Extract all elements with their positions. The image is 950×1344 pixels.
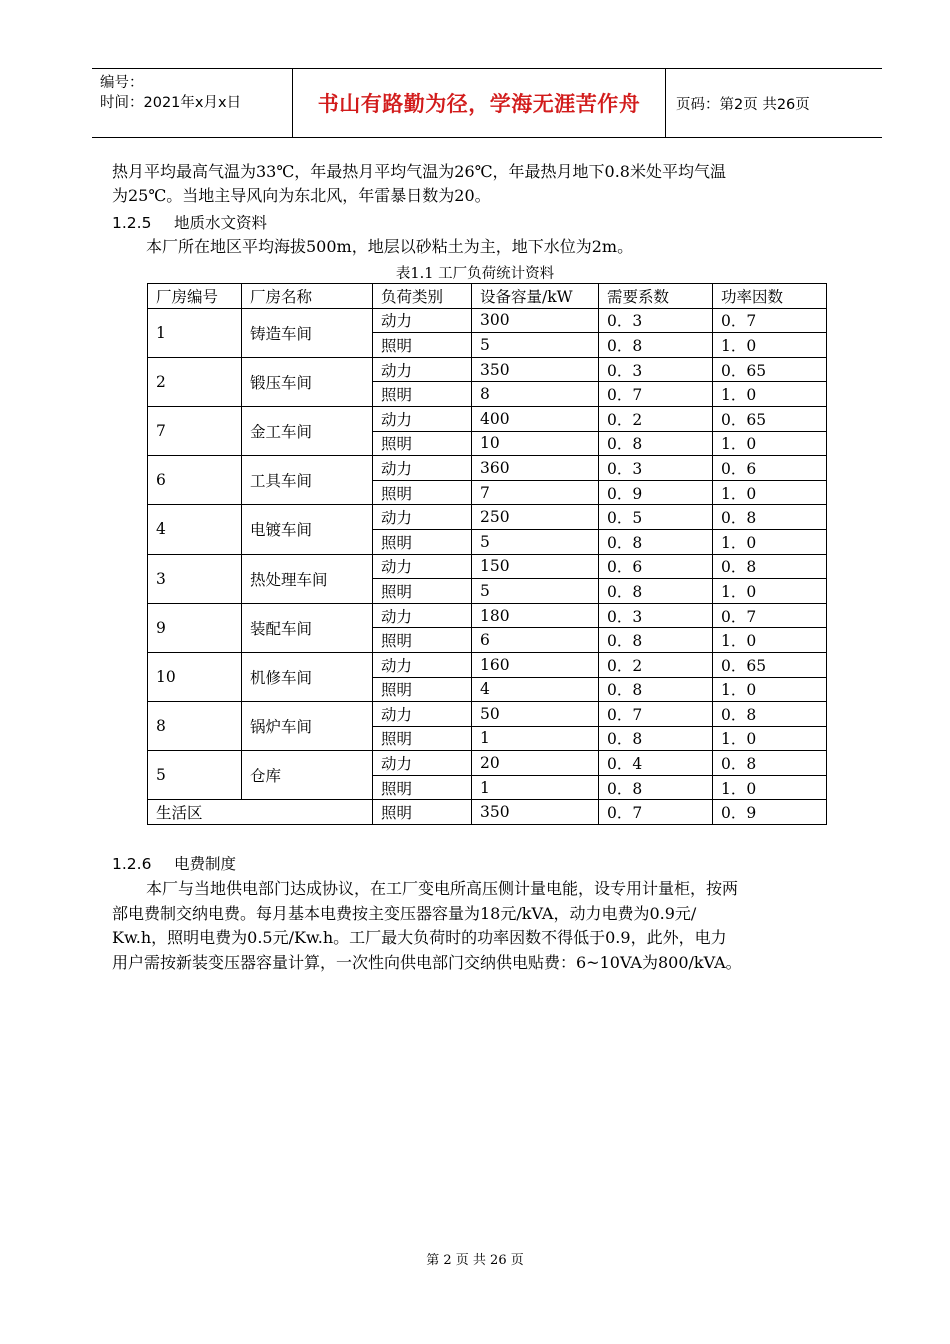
building-id-cell: 6 xyxy=(148,456,242,505)
capacity-cell: 350 xyxy=(472,357,599,382)
building-name-cell: 工具车间 xyxy=(242,456,373,505)
capacity-cell: 6 xyxy=(472,628,599,653)
capacity-cell: 250 xyxy=(472,505,599,530)
section-heading-geology xyxy=(112,211,267,233)
capacity-cell: 350 xyxy=(472,800,599,825)
load-type-cell: 照明 xyxy=(373,579,472,604)
load-type-cell: 照明 xyxy=(373,726,472,751)
demand-factor-cell: 0．2 xyxy=(599,406,713,431)
load-type-cell: 动力 xyxy=(373,456,472,481)
tariff-line-1: 本厂与当地供电部门达成协议，在工厂变电所高压侧计量电能，设专用计量柜，按两 xyxy=(146,879,739,898)
capacity-cell: 20 xyxy=(472,751,599,776)
building-id-cell: 8 xyxy=(148,702,242,751)
demand-factor-cell: 0．6 xyxy=(599,554,713,579)
power-factor-cell: 0．8 xyxy=(713,505,827,530)
load-type-cell: 动力 xyxy=(373,357,472,382)
building-id-cell: 7 xyxy=(148,406,242,455)
demand-factor-cell: 0．3 xyxy=(599,357,713,382)
load-type-cell: 动力 xyxy=(373,308,472,333)
demand-factor-cell: 0．8 xyxy=(599,333,713,358)
table-row xyxy=(148,505,827,530)
capacity-cell: 400 xyxy=(472,406,599,431)
load-type-cell: 动力 xyxy=(373,603,472,628)
header-time-label: 时间：2021年x月x日 xyxy=(100,95,242,111)
tariff-line-3: Kw.h，照明电费为0.5元/Kw.h。工厂最大负荷时的功率因数不得低于0.9，此外，电力 xyxy=(112,928,727,947)
load-type-cell: 动力 xyxy=(373,406,472,431)
section-number: 1.2.5 xyxy=(112,214,152,232)
header-motto: 书山有路勤为径，学海无涯苦作舟 xyxy=(317,92,641,116)
page-header xyxy=(92,68,882,138)
table-header-cell: 负荷类别 xyxy=(373,284,472,309)
capacity-cell: 1 xyxy=(472,726,599,751)
demand-factor-cell: 0．8 xyxy=(599,431,713,456)
capacity-cell: 50 xyxy=(472,702,599,727)
load-type-cell: 动力 xyxy=(373,505,472,530)
intro-line-1: 热月平均最高气温为33℃，年最热月平均气温为26℃，年最热月地下0.8米处平均气温 xyxy=(112,162,726,181)
building-name-cell: 机修车间 xyxy=(242,652,373,701)
tariff-line-2: 部电费制交纳电费。每月基本电费按主变压器容量为18元/kVA，动力电费为0.9元/ xyxy=(112,903,697,923)
table-header-cell: 厂房编号 xyxy=(148,284,242,309)
header-code-label: 编号： xyxy=(100,75,144,91)
power-factor-cell: 1．0 xyxy=(713,529,827,554)
power-factor-cell: 1．0 xyxy=(713,333,827,358)
power-factor-cell: 0．7 xyxy=(713,308,827,333)
section-number: 1.2.6 xyxy=(112,855,152,873)
capacity-cell: 8 xyxy=(472,382,599,407)
table-row xyxy=(148,456,827,481)
power-factor-cell: 1．0 xyxy=(713,431,827,456)
building-name-cell: 仓库 xyxy=(242,751,373,800)
page-footer: 第 2 页 共 26 页 xyxy=(426,1253,524,1268)
load-type-cell: 照明 xyxy=(373,480,472,505)
power-factor-cell: 1．0 xyxy=(713,382,827,407)
load-type-cell: 照明 xyxy=(373,775,472,800)
load-type-cell: 照明 xyxy=(373,333,472,358)
header-page-info: 页码：第2页 共26页 xyxy=(676,96,810,113)
building-id-cell: 4 xyxy=(148,505,242,554)
demand-factor-cell: 0．5 xyxy=(599,505,713,530)
power-factor-cell: 1．0 xyxy=(713,775,827,800)
building-id-cell: 5 xyxy=(148,751,242,800)
tariff-paragraph xyxy=(112,877,862,975)
load-type-cell: 照明 xyxy=(373,431,472,456)
capacity-cell: 180 xyxy=(472,603,599,628)
tariff-line-4: 用户需按新装变压器容量计算，一次性向供电部门交纳供电贴费：6~10VA为800/kVA。 xyxy=(112,952,742,972)
building-id-cell: 2 xyxy=(148,357,242,406)
table-header-cell: 设备容量/kW xyxy=(472,284,599,309)
demand-factor-cell: 0．8 xyxy=(599,579,713,604)
demand-factor-cell: 0．8 xyxy=(599,628,713,653)
power-factor-cell: 1．0 xyxy=(713,677,827,702)
table-row xyxy=(148,603,827,628)
demand-factor-cell: 0．3 xyxy=(599,603,713,628)
load-type-cell: 动力 xyxy=(373,751,472,776)
table-caption: 表1.1 工厂负荷统计资料 xyxy=(395,266,555,282)
power-factor-cell: 0．8 xyxy=(713,702,827,727)
power-factor-cell: 0．7 xyxy=(713,603,827,628)
intro-line-2: 为25℃。当地主导风向为东北风，年雷暴日数为20。 xyxy=(112,185,491,205)
table-header-cell: 需要系数 xyxy=(599,284,713,309)
header-meta xyxy=(92,69,293,137)
demand-factor-cell: 0．4 xyxy=(599,751,713,776)
capacity-cell: 5 xyxy=(472,333,599,358)
table-header-cell: 厂房名称 xyxy=(242,284,373,309)
building-name-cell: 金工车间 xyxy=(242,406,373,455)
capacity-cell: 5 xyxy=(472,579,599,604)
section-title: 电费制度 xyxy=(174,855,237,873)
table-header-cell: 功率因数 xyxy=(713,284,827,309)
section-heading-tariff xyxy=(112,852,236,874)
building-id-cell: 1 xyxy=(148,308,242,357)
power-factor-cell: 0．6 xyxy=(713,456,827,481)
power-factor-cell: 1．0 xyxy=(713,579,827,604)
demand-factor-cell: 0．3 xyxy=(599,456,713,481)
building-id-cell: 3 xyxy=(148,554,242,603)
load-type-cell: 动力 xyxy=(373,702,472,727)
section-title: 地质水文资料 xyxy=(174,214,268,232)
capacity-cell: 7 xyxy=(472,480,599,505)
geology-text: 本厂所在地区平均海拔500m，地层以砂粘土为主，地下水位为2m。 xyxy=(146,237,634,256)
living-area-label-cell: 生活区 xyxy=(148,800,373,825)
table-row xyxy=(148,702,827,727)
demand-factor-cell: 0．8 xyxy=(599,677,713,702)
table-row xyxy=(148,652,827,677)
capacity-cell: 1 xyxy=(472,775,599,800)
power-factor-cell: 1．0 xyxy=(713,628,827,653)
demand-factor-cell: 0．7 xyxy=(599,382,713,407)
table-row xyxy=(148,308,827,333)
building-name-cell: 铸造车间 xyxy=(242,308,373,357)
capacity-cell: 360 xyxy=(472,456,599,481)
building-id-cell: 10 xyxy=(148,652,242,701)
capacity-cell: 10 xyxy=(472,431,599,456)
demand-factor-cell: 0．3 xyxy=(599,308,713,333)
capacity-cell: 5 xyxy=(472,529,599,554)
demand-factor-cell: 0．8 xyxy=(599,775,713,800)
power-factor-cell: 0．65 xyxy=(713,357,827,382)
intro-paragraph xyxy=(112,160,862,207)
demand-factor-cell: 0．2 xyxy=(599,652,713,677)
table-row-living-area xyxy=(148,800,827,825)
building-name-cell: 电镀车间 xyxy=(242,505,373,554)
header-motto-cell xyxy=(293,69,666,137)
capacity-cell: 300 xyxy=(472,308,599,333)
table-row xyxy=(148,357,827,382)
power-factor-cell: 0．8 xyxy=(713,751,827,776)
load-type-cell: 动力 xyxy=(373,652,472,677)
demand-factor-cell: 0．8 xyxy=(599,726,713,751)
load-table-body xyxy=(148,284,827,825)
load-type-cell: 照明 xyxy=(373,529,472,554)
power-factor-cell: 1．0 xyxy=(713,726,827,751)
power-factor-cell: 0．8 xyxy=(713,554,827,579)
building-name-cell: 热处理车间 xyxy=(242,554,373,603)
power-factor-cell: 0．65 xyxy=(713,406,827,431)
building-name-cell: 锻压车间 xyxy=(242,357,373,406)
table-row xyxy=(148,751,827,776)
building-id-cell: 9 xyxy=(148,603,242,652)
table-header-row xyxy=(148,284,827,309)
demand-factor-cell: 0．8 xyxy=(599,529,713,554)
power-factor-cell: 1．0 xyxy=(713,480,827,505)
load-type-cell: 动力 xyxy=(373,554,472,579)
load-type-cell: 照明 xyxy=(373,628,472,653)
load-type-cell: 照明 xyxy=(373,677,472,702)
demand-factor-cell: 0．7 xyxy=(599,702,713,727)
load-type-cell: 照明 xyxy=(373,382,472,407)
capacity-cell: 4 xyxy=(472,677,599,702)
power-factor-cell: 0．65 xyxy=(713,652,827,677)
building-name-cell: 装配车间 xyxy=(242,603,373,652)
load-table xyxy=(147,283,827,825)
power-factor-cell: 0．9 xyxy=(713,800,827,825)
table-row xyxy=(148,406,827,431)
demand-factor-cell: 0．9 xyxy=(599,480,713,505)
building-name-cell: 锅炉车间 xyxy=(242,702,373,751)
capacity-cell: 160 xyxy=(472,652,599,677)
load-type-cell: 照明 xyxy=(373,800,472,825)
table-row xyxy=(148,554,827,579)
capacity-cell: 150 xyxy=(472,554,599,579)
demand-factor-cell: 0．7 xyxy=(599,800,713,825)
